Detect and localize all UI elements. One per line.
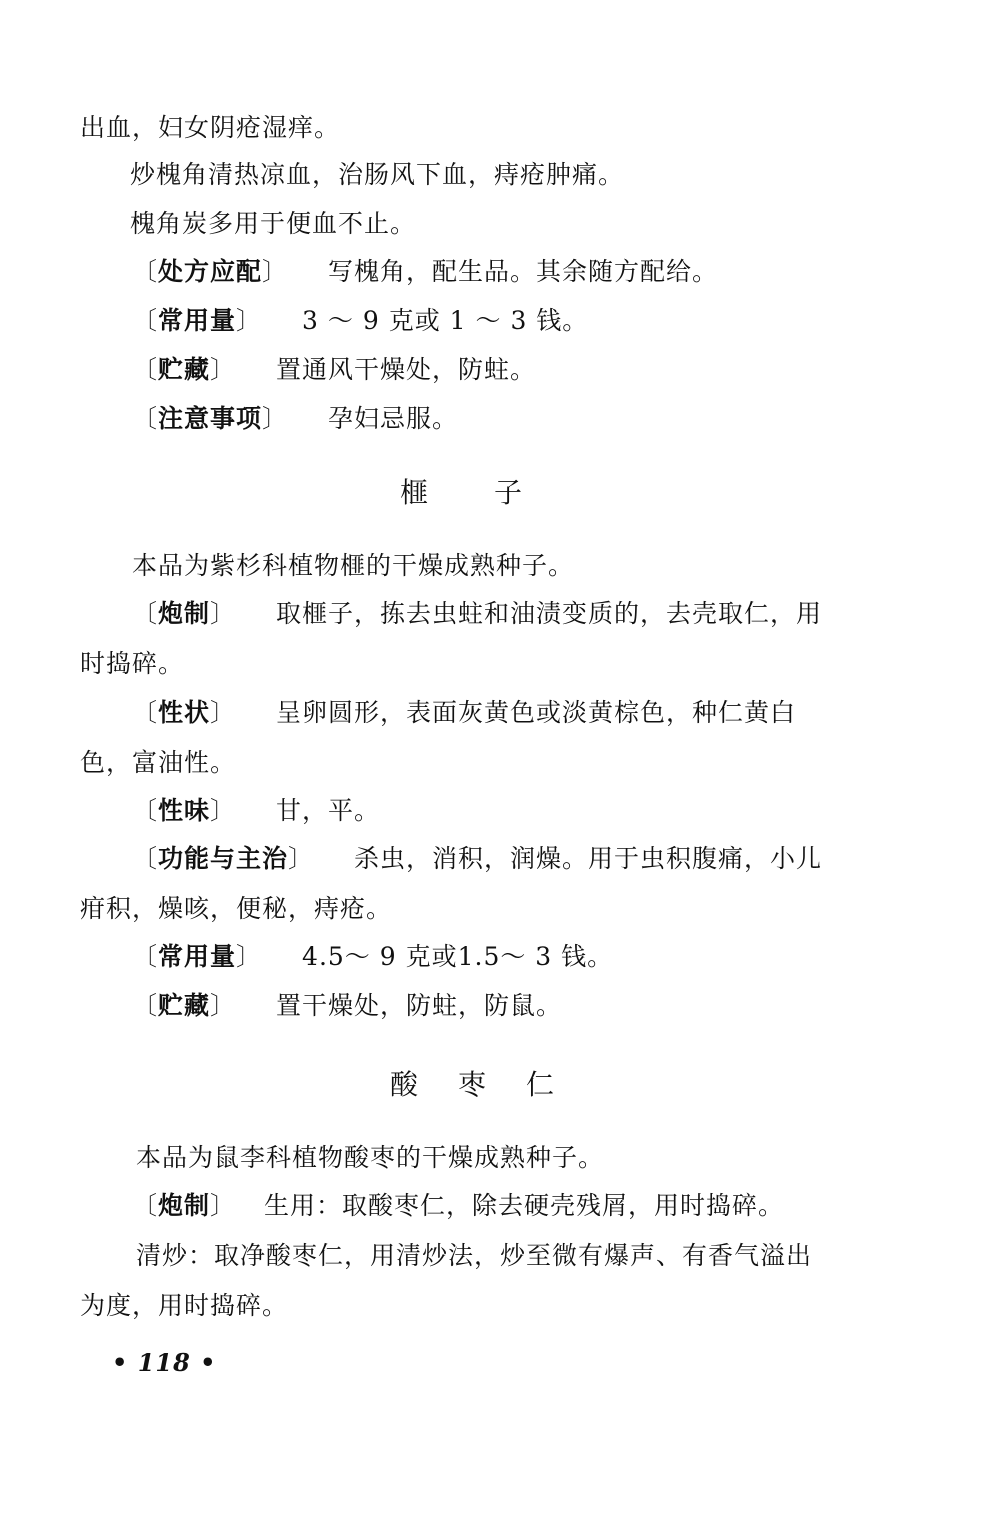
text-line: 色，富油性。 (80, 748, 237, 777)
entry-text: 生用：取酸枣仁，除去硬壳残屑，用时捣碎。 (264, 1191, 785, 1220)
text-line: 为度，用时捣碎。 (80, 1291, 289, 1320)
text-line: 出血，妇女阴疮湿痒。 (80, 113, 341, 142)
entry-tag: 常用量 (158, 306, 237, 335)
entry-tag: 功能与主治 (158, 844, 289, 873)
processing-entry: 〔炮制〕 生用：取酸枣仁，除去硬壳残屑，用时捣碎。 (132, 1191, 785, 1220)
entry-text: 3 ～ 9 克或 1 ～ 3 钱。 (302, 306, 589, 335)
section-title-suanzaoren: 酸 枣 仁 (390, 1068, 555, 1101)
entry-text: 孕妇忌服。 (328, 404, 459, 433)
storage-entry: 〔贮藏〕 置干燥处，防蛀，防鼠。 (132, 991, 563, 1020)
text-line: 疳积，燥咳，便秘，痔疮。 (80, 894, 393, 923)
entry-text: 杀虫，消积，润燥。用于虫积腹痛，小儿 (354, 844, 823, 873)
entry-text: 呈卵圆形，表面灰黄色或淡黄棕色，种仁黄白 (276, 698, 797, 727)
processing-entry: 〔炮制〕 取榧子，拣去虫蛀和油渍变质的，去壳取仁，用 (132, 599, 823, 628)
entry-text: 置通风干燥处，防蛀。 (276, 355, 537, 384)
taste-entry: 〔性味〕 甘，平。 (132, 796, 381, 825)
entry-tag: 炮制 (158, 1191, 211, 1220)
text-line: 炒槐角清热凉血，治肠风下血，痔疮肿痛。 (130, 160, 625, 189)
entry-tag: 性味 (158, 796, 211, 825)
entry-text: 4.5～ 9 克或1.5～ 3 钱。 (302, 942, 614, 971)
entry-text: 取榧子，拣去虫蛀和油渍变质的，去壳取仁，用 (276, 599, 823, 628)
properties-entry: 〔性状〕 呈卵圆形，表面灰黄色或淡黄棕色，种仁黄白 (132, 698, 797, 727)
prescription-entry: 〔处方应配〕 写槐角，配生品。其余随方配给。 (132, 257, 719, 286)
entry-text: 甘，平。 (276, 796, 381, 825)
entry-tag: 贮藏 (158, 991, 211, 1020)
entry-tag: 常用量 (158, 942, 237, 971)
section-title-feizi: 榧 子 (400, 476, 523, 509)
entry-text: 写槐角，配生品。其余随方配给。 (328, 257, 719, 286)
dosage-entry: 〔常用量〕 3 ～ 9 克或 1 ～ 3 钱。 (132, 306, 589, 335)
entry-tag: 炮制 (158, 599, 211, 628)
text-line: 槐角炭多用于便血不止。 (130, 209, 417, 238)
intro-text: 本品为紫杉科植物榧的干燥成熟种子。 (132, 551, 575, 580)
dosage-entry: 〔常用量〕 4.5～ 9 克或1.5～ 3 钱。 (132, 942, 614, 971)
entry-tag: 处方应配 (158, 257, 263, 286)
intro-text: 本品为鼠李科植物酸枣的干燥成熟种子。 (136, 1143, 605, 1172)
entry-text: 置干燥处，防蛀，防鼠。 (276, 991, 563, 1020)
text-line: 时捣碎。 (80, 649, 185, 678)
storage-entry: 〔贮藏〕 置通风干燥处，防蛀。 (132, 355, 537, 384)
entry-tag: 贮藏 (158, 355, 211, 384)
function-entry: 〔功能与主治〕 杀虫，消积，润燥。用于虫积腹痛，小儿 (132, 844, 823, 873)
entry-tag: 注意事项 (158, 404, 263, 433)
text-line: 清炒：取净酸枣仁，用清炒法，炒至微有爆声、有香气溢出 (136, 1241, 813, 1270)
entry-tag: 性状 (158, 698, 211, 727)
caution-entry: 〔注意事项〕 孕妇忌服。 (132, 404, 459, 433)
page-number: • 118 • (112, 1348, 217, 1377)
